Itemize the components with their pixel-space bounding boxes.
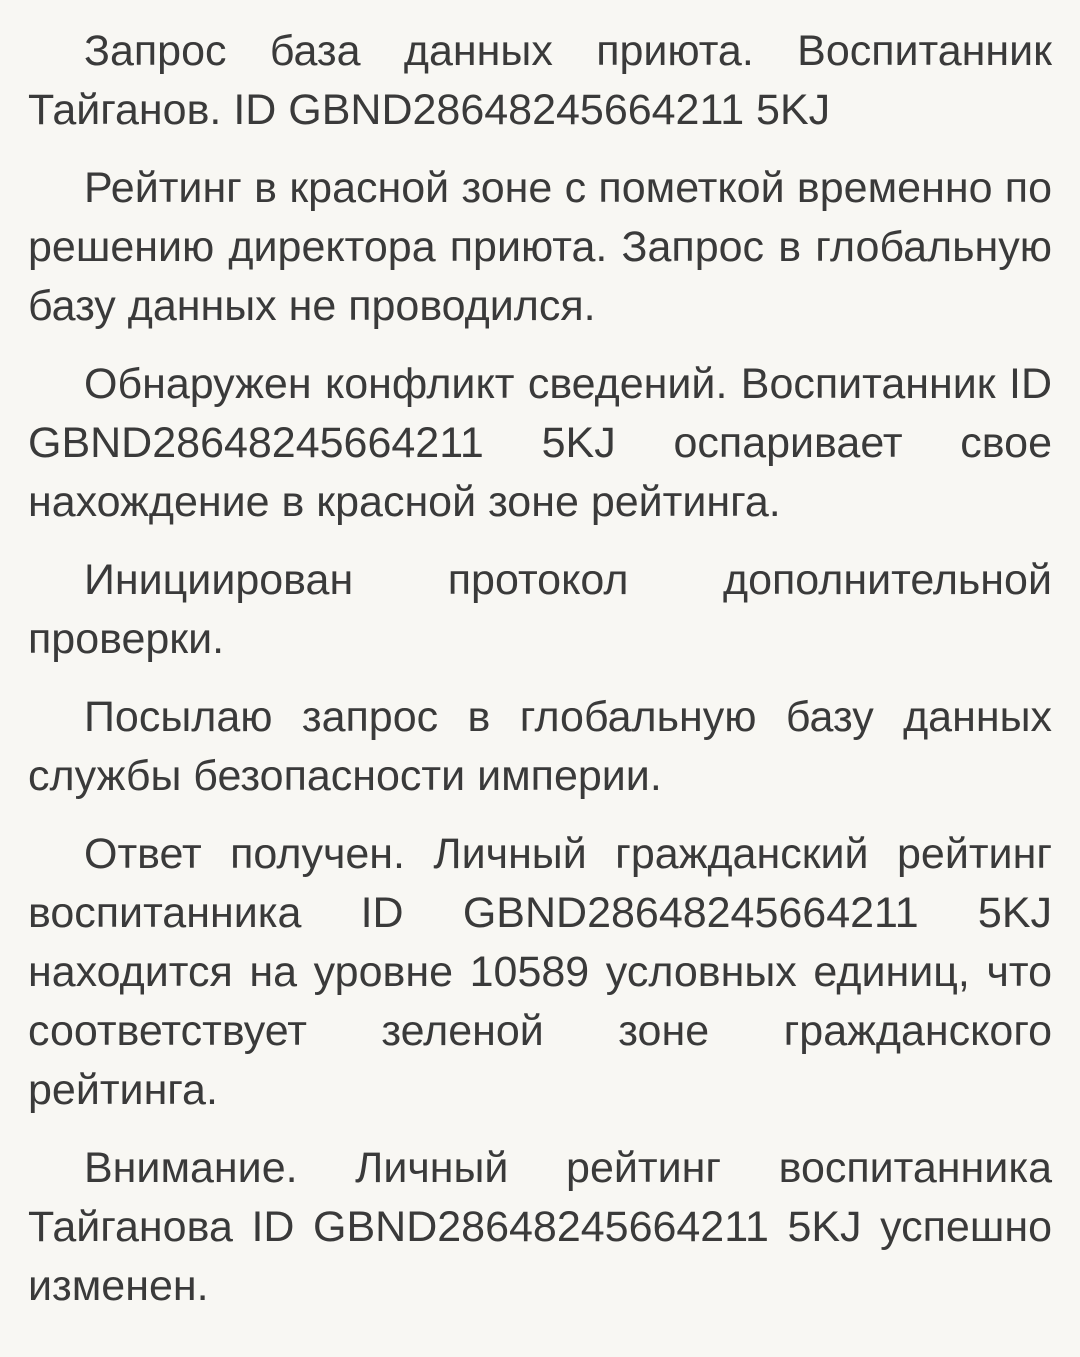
paragraph-5: Посылаю запрос в глобальную базу данных службы безопасности империи. bbox=[28, 693, 1052, 800]
paragraph-1: Запрос база данных приюта. Воспитанник Тайганов. ID GBND28648245664211 5KJ bbox=[28, 27, 1052, 134]
paragraph-7: Внимание. Личный рейтинг воспитанника Тайганова ID GBND28648245664211 5KJ успешно изменен. bbox=[28, 1144, 1052, 1310]
paragraph-2: Рейтинг в красной зоне с пометкой временно по решению директора приюта. Запрос в глобальную базу данных не проводился. bbox=[28, 164, 1052, 330]
paragraph-3: Обнаружен конфликт сведений. Воспитанник ID GBND28648245664211 5KJ оспаривает свое нахождение в красной зоне рейтинга. bbox=[28, 360, 1052, 526]
paragraph-6: Ответ получен. Личный гражданский рейтинг воспитанника ID GBND28648245664211 5KJ находится на уровне 10589 условных единиц, что соответствует зеленой зоне гражданского рейтинга. bbox=[28, 830, 1052, 1114]
paragraph-4: Инициирован протокол дополнительной проверки. bbox=[28, 556, 1052, 663]
